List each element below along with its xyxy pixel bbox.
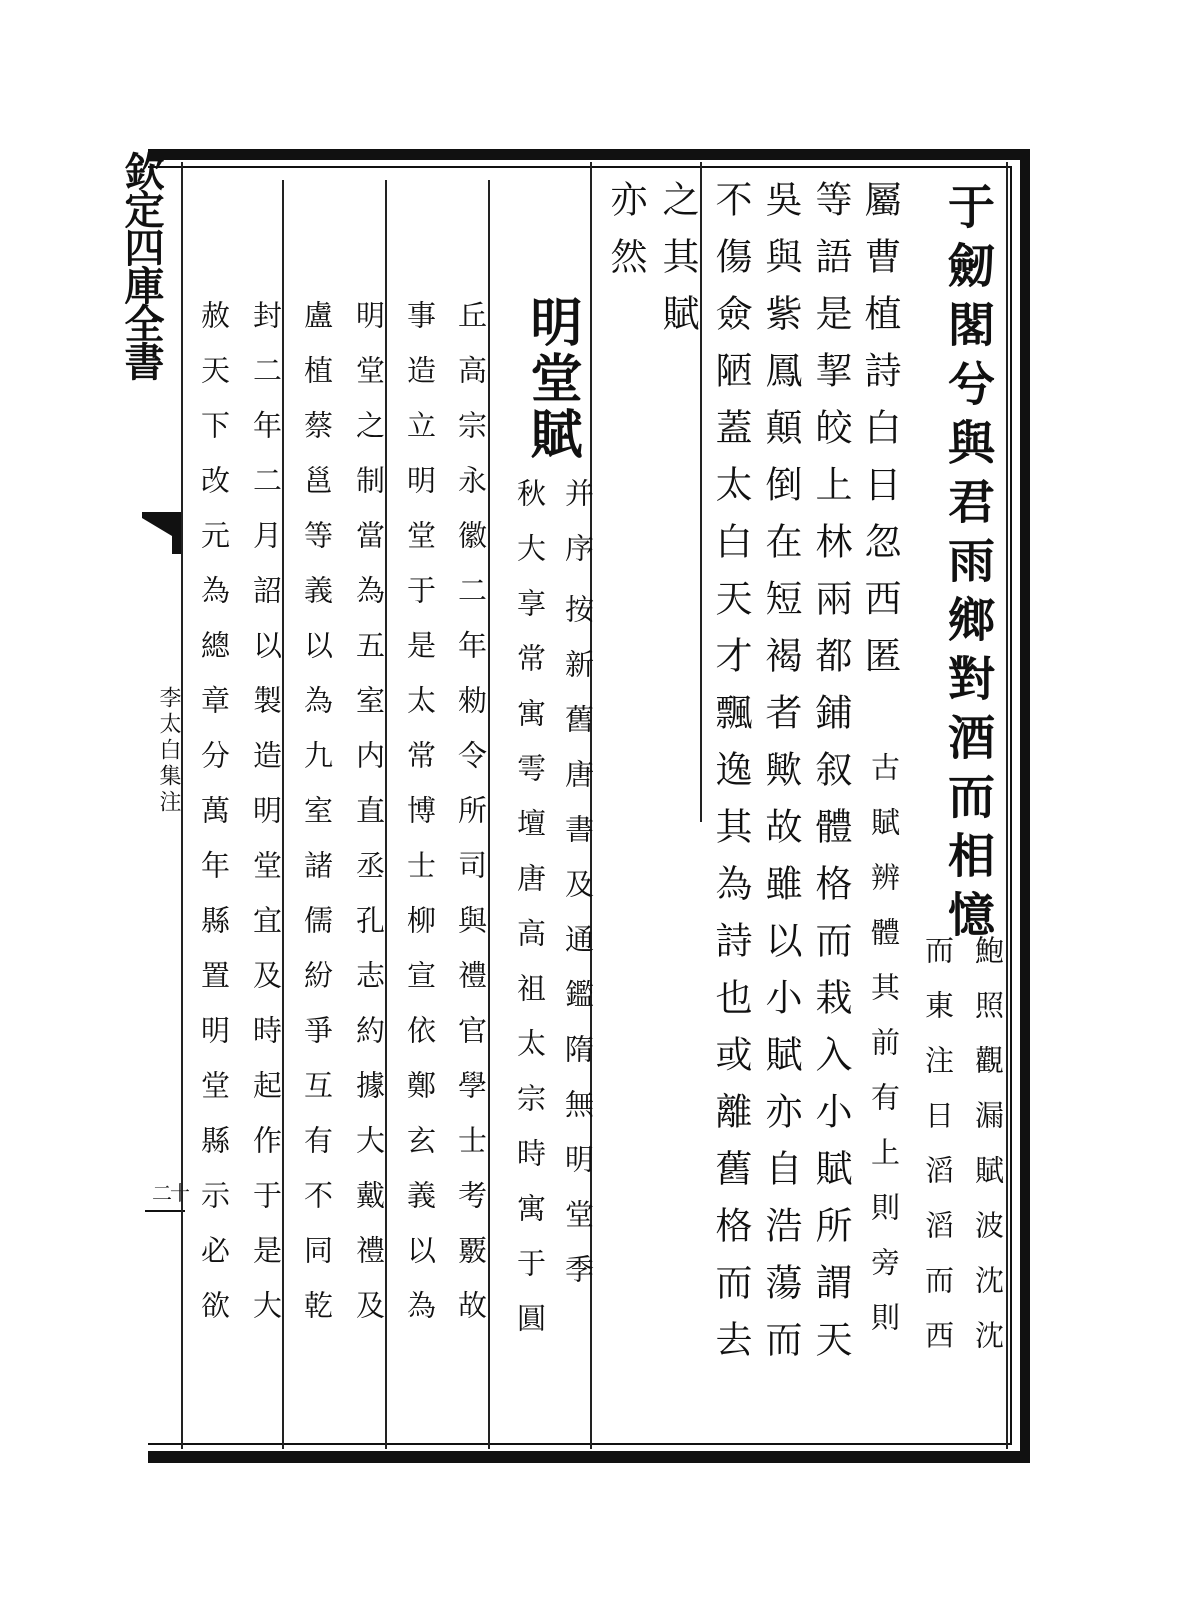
text-column-2: 鮑照觀漏賦波沈沈 <box>971 935 1005 1375</box>
book-title: 欽定四庫全書 <box>118 151 165 379</box>
page-number: 二十 <box>152 1181 188 1205</box>
section-title-note: 并序 <box>561 478 595 588</box>
text-column-16: 赦天下改元為總章分萬年縣置明堂縣示必欲 <box>197 300 231 1345</box>
text-column-11: 丘高宗永徽二年勑令所司與禮官學士考覈故 <box>454 300 488 1345</box>
text-column-1: 于劒閣兮與君雨鄉對酒而相憶 <box>940 182 995 949</box>
text-column-15: 封二年二月詔以製造明堂宜及時起作于是大 <box>249 300 283 1345</box>
text-column-12: 事造立明堂于是太常博士柳宣依鄭玄義以為 <box>403 300 437 1345</box>
work-title: 李太白集注 <box>156 686 181 816</box>
text-column-8: 亦然 <box>604 180 647 294</box>
text-column-10: 秋大享常寓雩壇唐高祖太宗時寓于圓 <box>513 478 547 1358</box>
column-rule <box>181 162 183 1449</box>
text-column-4: 等語是挈皎上林兩都鋪叙體格而栽入小賦所謂天 <box>809 180 852 1377</box>
text-column-13: 明堂之制當為五室内直丞孔志約據大戴禮及 <box>352 300 386 1345</box>
text-column-14: 盧植蔡邕等義以為九室諸儒紛爭互有不同乾 <box>300 300 334 1345</box>
text-column-2b: 而東注日滔滔而西 <box>921 935 955 1375</box>
text-column-9: 按新舊唐書及通鑑隋無明堂季 <box>561 594 595 1309</box>
section-title: 明堂賦 <box>521 295 582 463</box>
text-column-5: 吳與紫鳳顛倒在短褐者歟故雖以小賦亦自浩蕩而 <box>759 180 802 1377</box>
text-column-6: 不傷僉陋蓋太白天才飄逸其為詩也或離舊格而去 <box>709 180 752 1377</box>
text-column-7: 之其賦 <box>656 180 699 351</box>
text-column-3: 屬曹植詩白日忽西匿 <box>858 180 901 693</box>
text-column-3b: 古賦辨體其前有上則旁則 <box>867 752 901 1357</box>
